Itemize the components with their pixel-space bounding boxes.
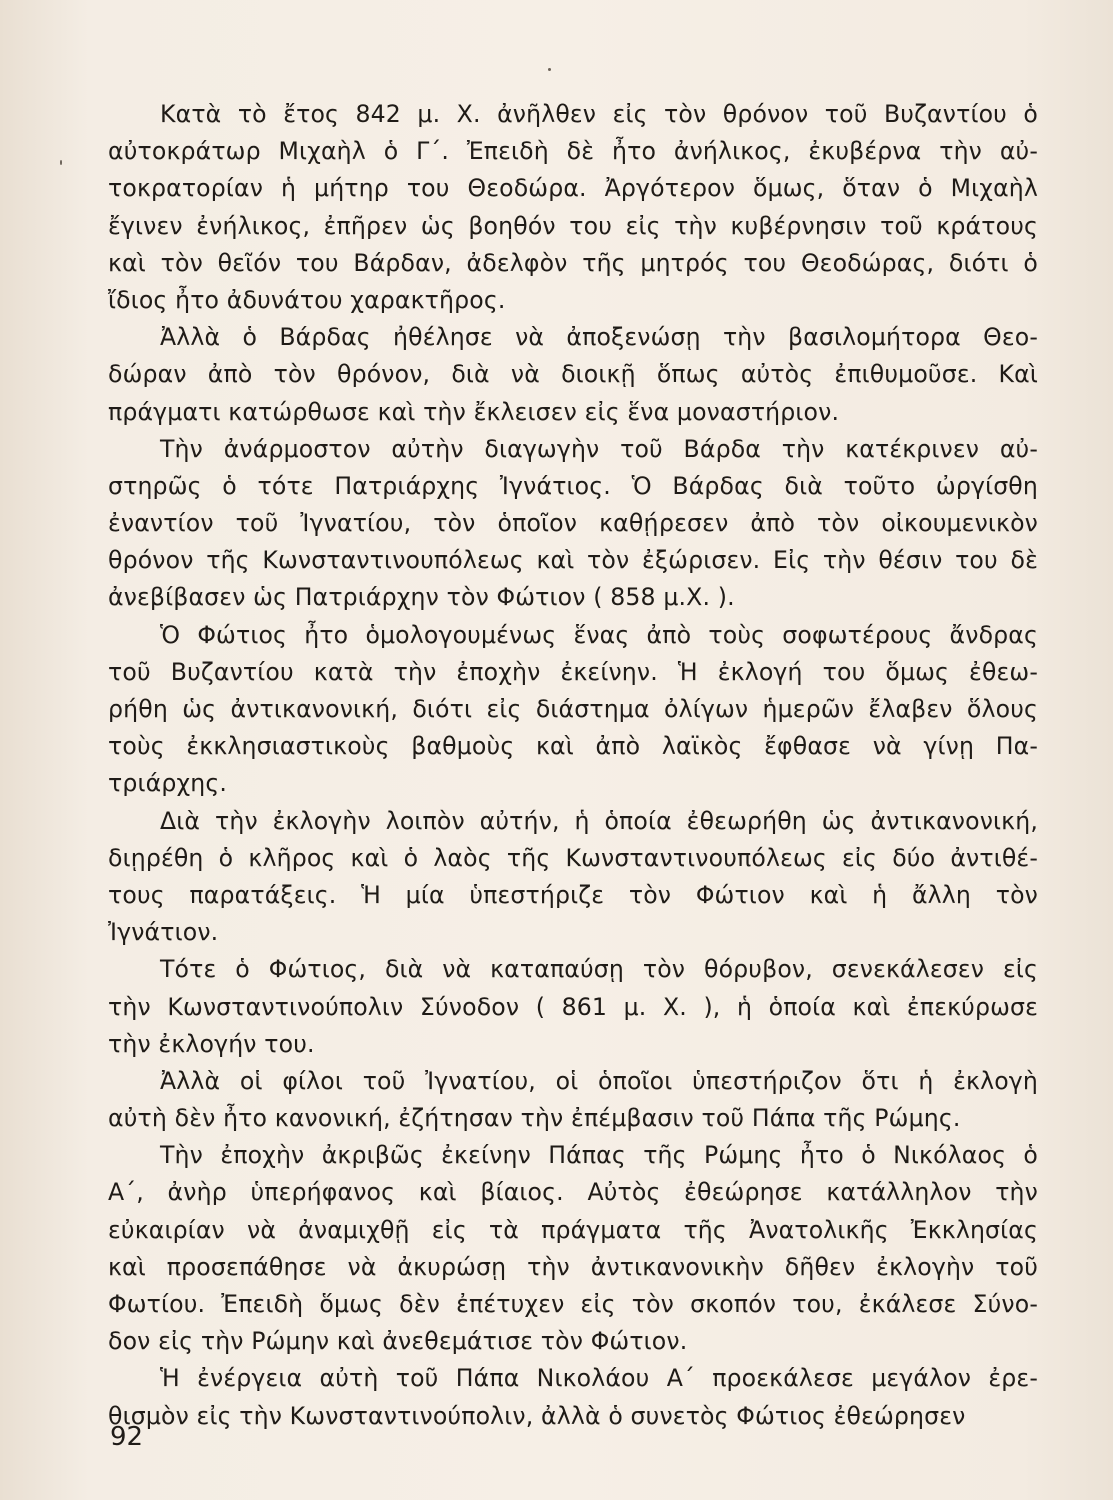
text-line: δον εἰς τὴν Ρώμην καὶ ἀνεθεμάτισε τὸν Φώτιον. xyxy=(108,1327,688,1356)
text-line: Ἡ ἐνέργεια αὐτὴ τοῦ Πάπα Νικολάου Α΄ προεκάλεσε μεγάλον ἐρε- xyxy=(160,1364,1038,1393)
text-line: τριάρχης. xyxy=(108,769,227,798)
text-line: εὐκαιρίαν νὰ ἀναμιχθῇ εἰς τὰ πράγματα τῆς Ἀνατολικῆς Ἐκκλησίας xyxy=(108,1215,1038,1244)
text-line: καὶ τὸν θεῖόν του Βάρδαν, ἀδελφὸν τῆς μητρός του Θεοδώρας, διότι ὁ xyxy=(108,248,1038,277)
text-line: Ὁ Φώτιος ἦτο ὁμολογουμένως ἕνας ἀπὸ τοὺς σοφωτέρους ἄνδρας xyxy=(160,620,1038,649)
text-line: στηρῶς ὁ τότε Πατριάρχης Ἰγνάτιος. Ὁ Βάρδας διὰ τοῦτο ὠργίσθη xyxy=(108,471,1038,500)
paper-speck xyxy=(548,68,551,71)
page-number: 92 xyxy=(110,1422,144,1452)
text-line: Α΄, ἀνὴρ ὑπερήφανος καὶ βίαιος. Αὐτὸς ἐθεώρησε κατάλληλον τὴν xyxy=(108,1178,1038,1207)
text-line: θισμὸν εἰς τὴν Κωνσταντινούπολιν, ἀλλὰ ὁ συνετὸς Φώτιος ἐθεώρησεν xyxy=(108,1401,966,1430)
text-line: τους παρατάξεις. Ἡ μία ὑπεστήριζε τὸν Φώτιον καὶ ἡ ἄλλη τὸν xyxy=(108,880,1038,909)
text-line: ἴδιος ἦτο ἀδυνάτου χαρακτῆρος. xyxy=(108,285,506,314)
text-line: ρήθη ὡς ἀντικανονική, διότι εἰς διάστημα ὀλίγων ἡμερῶν ἔλαβεν ὅλους xyxy=(108,695,1038,723)
body-text xyxy=(108,96,1038,1435)
text-line: Ἰγνάτιον. xyxy=(108,918,219,947)
text-line: ἐναντίον τοῦ Ἰγνατίου, τὸν ὁποῖον καθῄρεσεν ἀπὸ τὸν οἰκουμενικὸν xyxy=(108,509,1038,538)
text-line: Ἀλλὰ ὁ Βάρδας ἠθέλησε νὰ ἀποξενώσῃ τὴν βασιλομήτορα Θεο- xyxy=(160,323,1038,352)
text-line: ἀνεβίβασεν ὡς Πατριάρχην τὸν Φώτιον ( 858 μ.Χ. ). xyxy=(108,583,735,612)
paper-speck xyxy=(60,160,62,165)
text-line: Κατὰ τὸ ἔτος 842 μ. Χ. ἀνῆλθεν εἰς τὸν θρόνον τοῦ Βυζαντίου ὁ xyxy=(160,100,1038,128)
text-line: καὶ προσεπάθησε νὰ ἀκυρώσῃ τὴν ἀντικανονικὴν δῆθεν ἐκλογὴν τοῦ xyxy=(108,1252,1038,1281)
text-line: Τὴν ἐποχὴν ἀκριβῶς ἐκείνην Πάπας τῆς Ρώμης ἦτο ὁ Νικόλαος ὁ xyxy=(160,1141,1038,1170)
text-line: δώραν ἀπὸ τὸν θρόνον, διὰ νὰ διοικῇ ὅπως αὐτὸς ἐπιθυμοῦσε. Καὶ xyxy=(108,360,1038,389)
text-line: ἔγινεν ἐνήλικος, ἐπῆρεν ὡς βοηθόν του εἰς τὴν κυβέρνησιν τοῦ κράτους xyxy=(108,211,1038,240)
text-line: τοῦ Βυζαντίου κατὰ τὴν ἐποχὴν ἐκείνην. Ἡ ἐκλογή του ὅμως ἐθεω- xyxy=(108,657,1038,686)
text-line: τοκρατορίαν ἡ μήτηρ του Θεοδώρα. Ἀργότερον ὅμως, ὅταν ὁ Μιχαὴλ xyxy=(108,174,1038,203)
text-line: τοὺς ἐκκλησιαστικοὺς βαθμοὺς καὶ ἀπὸ λαϊκὸς ἔφθασε νὰ γίνῃ Πα- xyxy=(108,732,1038,761)
text-line: τὴν Κωνσταντινούπολιν Σύνοδον ( 861 μ. Χ. ), ἡ ὁποία καὶ ἐπεκύρωσε xyxy=(108,992,1038,1021)
text-line: Τότε ὁ Φώτιος, διὰ νὰ καταπαύσῃ τὸν θόρυβον, σενεκάλεσεν εἰς xyxy=(160,955,1038,984)
text-line: Φωτίου. Ἐπειδὴ ὅμως δὲν ἐπέτυχεν εἰς τὸν σκοπόν του, ἐκάλεσε Σύνο- xyxy=(108,1290,1038,1318)
text-line: Διὰ τὴν ἐκλογὴν λοιπὸν αὐτήν, ἡ ὁποία ἐθεωρήθη ὡς ἀντικανονική, xyxy=(160,806,1038,835)
text-line: πράγματι κατώρθωσε καὶ τὴν ἔκλεισεν εἰς ἕνα μοναστήριον. xyxy=(108,397,840,426)
text-line: θρόνον τῆς Κωνσταντινουπόλεως καὶ τὸν ἐξώρισεν. Εἰς τὴν θέσιν του δὲ xyxy=(108,546,1038,575)
text-line: διῃρέθη ὁ κλῆρος καὶ ὁ λαὸς τῆς Κωνσταντινουπόλεως εἰς δύο ἀντιθέ- xyxy=(108,843,1038,872)
text-line: Ἀλλὰ οἱ φίλοι τοῦ Ἰγνατίου, οἱ ὁποῖοι ὑπεστήριζον ὅτι ἡ ἐκλογὴ xyxy=(160,1066,1038,1095)
text-line: Τὴν ἀνάρμοστον αὐτὴν διαγωγὴν τοῦ Βάρδα τὴν κατέκρινεν αὐ- xyxy=(160,434,1038,463)
text-line: αὐτὴ δὲν ἦτο κανονική, ἐζήτησαν τὴν ἐπέμβασιν τοῦ Πάπα τῆς Ρώμης. xyxy=(108,1104,961,1133)
text-line: αὐτοκράτωρ Μιχαὴλ ὁ Γ΄. Ἐπειδὴ δὲ ἦτο ἀνήλικος, ἐκυβέρνα τὴν αὐ- xyxy=(108,137,1038,166)
text-line: τὴν ἐκλογήν του. xyxy=(108,1029,315,1058)
